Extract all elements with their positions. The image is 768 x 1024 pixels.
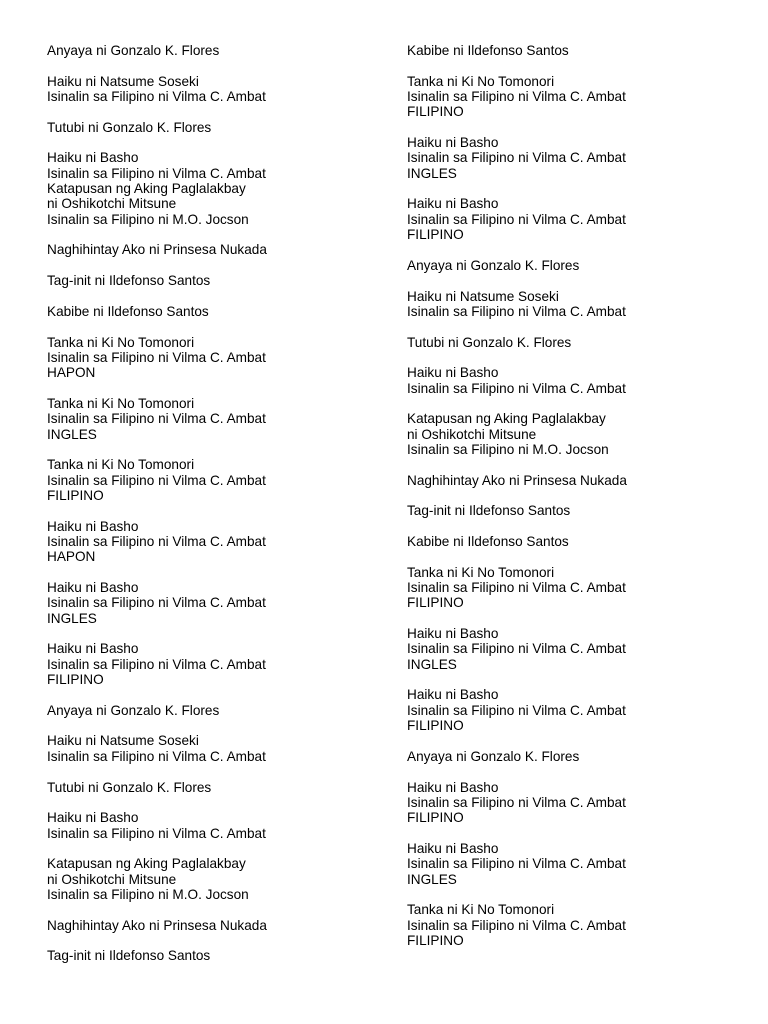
entry-title: Haiku ni Basho [407, 779, 499, 795]
entry-title: Haiku ni Basho [47, 810, 139, 826]
entry-line: Isinalin sa Filipino ni Vilma C. Ambat [407, 89, 626, 105]
list-entry [407, 74, 737, 120]
entry-title: Tanka ni Ki No Tomonori [407, 902, 555, 918]
list-entry [407, 780, 737, 826]
entry-title: Anyaya ni Gonzalo K. Flores [47, 43, 220, 58]
entry-line: Isinalin sa Filipino ni Vilma C. Ambat [47, 825, 266, 841]
entry-line: Isinalin sa Filipino ni Vilma C. Ambat [47, 349, 266, 365]
entry-title: Tutubi ni Gonzalo K. Flores [407, 334, 572, 350]
entry-title: Anyaya ni Gonzalo K. Flores [407, 257, 580, 273]
list-entry [47, 703, 377, 718]
list-entry [407, 365, 737, 396]
list-entry [47, 733, 377, 764]
entry-line: FILIPINO [407, 227, 464, 243]
list-entry [407, 289, 737, 320]
list-entry [47, 242, 377, 257]
entry-line: Isinalin sa Filipino ni Vilma C. Ambat [407, 150, 626, 166]
entry-title: Naghihintay Ako ni Prinsesa Nukada [47, 242, 267, 258]
entry-line: Isinalin sa Filipino ni Vilma C. Ambat [407, 211, 626, 227]
entry-title: Haiku ni Natsume Soseki [407, 288, 559, 304]
entry-title: Tanka ni Ki No Tomonori [407, 564, 555, 580]
entry-title: Tag-init ni Ildefonso Santos [47, 273, 211, 289]
list-entry [407, 411, 737, 457]
entry-line: INGLES [407, 165, 457, 181]
entry-line: Isinalin sa Filipino ni Vilma C. Ambat [407, 917, 626, 933]
entry-line: Isinalin sa Filipino ni Vilma C. Ambat [407, 856, 626, 872]
list-entry [47, 273, 377, 288]
list-entry [407, 503, 737, 518]
entry-title: Tutubi ni Gonzalo K. Flores [47, 779, 212, 795]
list-entry [47, 120, 377, 135]
list-entry [407, 749, 737, 764]
list-entry [47, 457, 377, 503]
entry-title: Naghihintay Ako ni Prinsesa Nukada [47, 917, 267, 933]
entry-title: Kabibe ni Ildefonso Santos [407, 534, 569, 549]
entry-line: ni Oshikotchi Mitsune [47, 871, 177, 887]
entry-line: Isinalin sa Filipino ni M.O. Jocson [47, 211, 249, 227]
right-column [407, 43, 737, 964]
entry-line: Isinalin sa Filipino ni M.O. Jocson [407, 441, 609, 457]
list-entry [47, 641, 377, 687]
entry-line: FILIPINO [47, 672, 104, 688]
entry-title: Haiku ni Basho [407, 840, 499, 856]
entry-line: Isinalin sa Filipino ni Vilma C. Ambat [407, 702, 626, 718]
entry-title: Tag-init ni Ildefonso Santos [47, 948, 211, 964]
list-entry [407, 565, 737, 611]
list-entry [407, 473, 737, 488]
entry-line: INGLES [407, 871, 457, 887]
entry-title: Kabibe ni Ildefonso Santos [407, 43, 569, 58]
list-entry [407, 135, 737, 181]
list-entry [407, 626, 737, 672]
entry-line: Katapusan ng Aking Paglalakbay [47, 181, 246, 197]
entry-line: Isinalin sa Filipino ni Vilma C. Ambat [47, 89, 266, 105]
entry-title: Kabibe ni Ildefonso Santos [47, 303, 209, 319]
entry-line: FILIPINO [47, 487, 104, 503]
entry-title: Haiku ni Natsume Soseki [47, 733, 199, 749]
list-entry [47, 810, 377, 841]
entry-line: FILIPINO [407, 595, 464, 611]
list-entry [407, 335, 737, 350]
entry-title: Tag-init ni Ildefonso Santos [407, 503, 571, 519]
entry-line: Isinalin sa Filipino ni Vilma C. Ambat [407, 794, 626, 810]
list-entry [407, 43, 737, 58]
entry-title: Haiku ni Basho [407, 196, 499, 212]
entry-line: FILIPINO [407, 718, 464, 734]
entry-line: FILIPINO [407, 932, 464, 948]
entry-line: ni Oshikotchi Mitsune [47, 196, 177, 212]
entry-title: Anyaya ni Gonzalo K. Flores [47, 702, 220, 718]
entry-title: Katapusan ng Aking Paglalakbay [47, 856, 246, 872]
list-entry [47, 519, 377, 565]
entry-title: Haiku ni Basho [47, 150, 139, 166]
entry-line: Isinalin sa Filipino ni Vilma C. Ambat [47, 656, 266, 672]
entry-line: Isinalin sa Filipino ni Vilma C. Ambat [407, 641, 626, 657]
list-entry [47, 856, 377, 902]
list-entry [407, 534, 737, 549]
entry-line: Isinalin sa Filipino ni Vilma C. Ambat [47, 534, 266, 549]
entry-line: Isinalin sa Filipino ni Vilma C. Ambat [407, 580, 626, 596]
list-entry [47, 780, 377, 795]
entry-line: INGLES [47, 610, 97, 626]
list-entry [407, 258, 737, 273]
list-entry [407, 902, 737, 948]
entry-title: Haiku ni Basho [407, 626, 499, 642]
entry-line: ni Oshikotchi Mitsune [407, 426, 537, 442]
entry-title: Tanka ni Ki No Tomonori [47, 334, 195, 350]
entry-line: FILIPINO [407, 104, 464, 120]
list-entry [47, 74, 377, 105]
entry-title: Tanka ni Ki No Tomonori [407, 73, 555, 89]
entry-line: Isinalin sa Filipino ni Vilma C. Ambat [47, 165, 266, 181]
entry-title: Haiku ni Basho [47, 641, 139, 657]
entry-line: INGLES [47, 426, 97, 442]
entry-line: Isinalin sa Filipino ni Vilma C. Ambat [47, 472, 266, 488]
entry-title: Haiku ni Natsume Soseki [47, 73, 199, 89]
entry-line: Isinalin sa Filipino ni Vilma C. Ambat [407, 380, 626, 396]
entry-title: Katapusan ng Aking Paglalakbay [407, 411, 606, 427]
entry-line: FILIPINO [407, 810, 464, 826]
entry-title: Tutubi ni Gonzalo K. Flores [47, 119, 212, 135]
list-entry [47, 335, 377, 381]
list-entry [407, 196, 737, 242]
list-entry [47, 948, 377, 963]
entry-title: Haiku ni Basho [407, 135, 499, 151]
entry-title: Haiku ni Basho [47, 580, 139, 596]
list-entry [407, 841, 737, 887]
entry-title: Tanka ni Ki No Tomonori [47, 395, 195, 411]
left-column [47, 43, 377, 979]
entry-line: INGLES [407, 656, 457, 672]
list-entry [47, 150, 377, 227]
list-entry [47, 396, 377, 442]
list-entry [47, 580, 377, 626]
entry-title: Tanka ni Ki No Tomonori [47, 457, 195, 473]
entry-line: HAPON [47, 549, 96, 565]
entry-line: Isinalin sa Filipino ni M.O. Jocson [47, 886, 249, 902]
list-entry [47, 918, 377, 933]
list-entry [47, 43, 377, 58]
entry-title: Naghihintay Ako ni Prinsesa Nukada [407, 472, 627, 488]
entry-line: Isinalin sa Filipino ni Vilma C. Ambat [47, 748, 266, 764]
list-entry [407, 687, 737, 733]
entry-line: Isinalin sa Filipino ni Vilma C. Ambat [407, 303, 626, 319]
list-entry [47, 304, 377, 319]
entry-title: Anyaya ni Gonzalo K. Flores [407, 748, 580, 764]
entry-line: Isinalin sa Filipino ni Vilma C. Ambat [47, 595, 266, 611]
entry-line: Isinalin sa Filipino ni Vilma C. Ambat [47, 411, 266, 427]
entry-title: Haiku ni Basho [407, 365, 499, 381]
entry-title: Haiku ni Basho [47, 518, 139, 534]
entry-title: Haiku ni Basho [407, 687, 499, 703]
entry-line: HAPON [47, 365, 96, 381]
